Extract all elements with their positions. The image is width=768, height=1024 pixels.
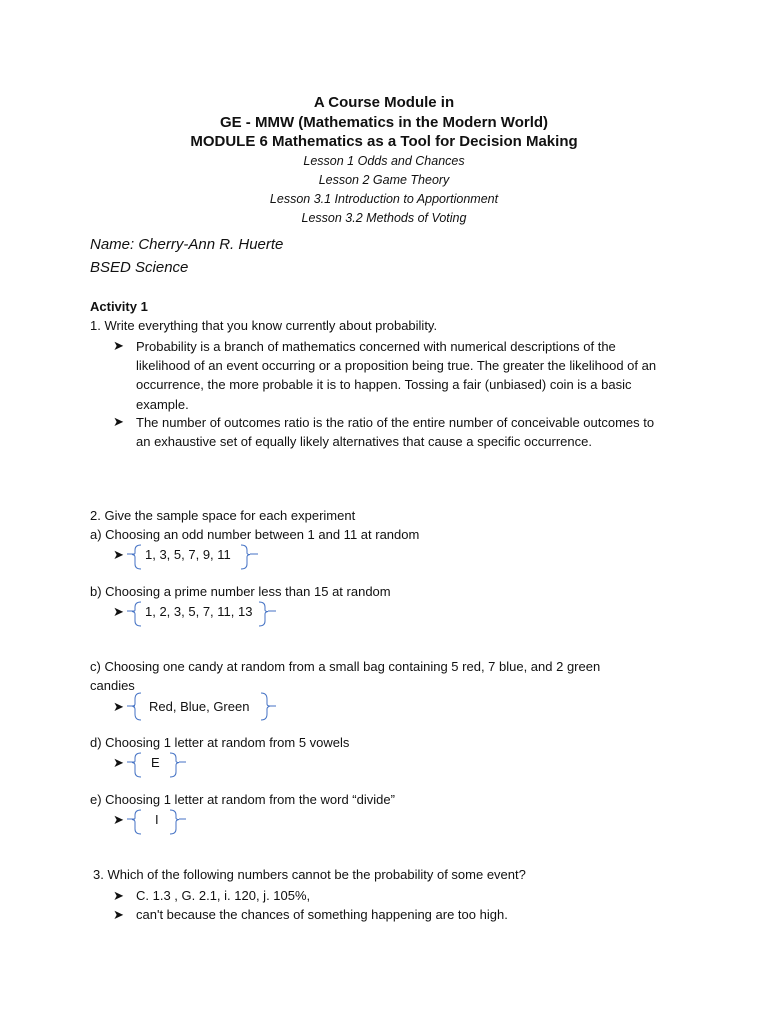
lesson-1: Lesson 1 Odds and Chances [303,153,465,168]
q2-item-c-label-cont: candies [90,678,135,693]
question-1-prompt: 1. Write everything that you know currently about probability. [90,318,438,333]
q1-bullet-2: The number of outcomes ratio is the ratio of the entire number of conceivable outcomes to an exhaustive set of equally likely alternatives that cause a specific occurrence. [136,415,655,450]
arrowhead-bullet-icon: ➤ [113,812,124,827]
q2-item-a-set: 1, 3, 5, 7, 9, 11 [145,547,231,562]
q2-item-e-answer [113,810,193,840]
q3-bullet-2: can't because the chances of something happening are too high. [136,907,508,922]
q2-item-d-answer [113,753,193,783]
q2-item-c-set: Red, Blue, Green [149,699,250,714]
module-title-line-3: MODULE 6 Mathematics as a Tool for Decision Making [190,133,578,150]
lesson-3-2: Lesson 3.2 Methods of Voting [301,210,467,225]
student-program: BSED Science [90,259,189,276]
module-header [0,93,768,228]
student-name: Name: Cherry-Ann R. Huerte [90,236,284,253]
arrowhead-bullet-icon: ➤ [113,414,124,429]
q2-item-c-answer [113,693,283,723]
q3-bullet-1: C. 1.3 , G. 2.1, i. 120, j. 105%, [136,888,311,903]
module-title-line-2: GE - MMW (Mathematics in the Modern World) [219,113,549,131]
lesson-3-1: Lesson 3.1 Introduction to Apportionment [269,191,499,206]
q2-item-e-set: I [155,812,159,827]
q2-item-a-answer [113,545,273,575]
set-braces-icon [113,810,193,840]
arrowhead-bullet-icon: ➤ [113,699,124,714]
question-3-prompt: 3. Which of the following numbers cannot be the probability of some event? [93,867,526,882]
q2-item-b-label: b) Choosing a prime number less than 15 at random [90,584,391,599]
arrowhead-bullet-icon: ➤ [113,547,124,562]
q2-item-b-set: 1, 2, 3, 5, 7, 11, 13 [145,604,253,619]
q2-item-d-set: E [151,755,160,770]
q2-item-e-label: e) Choosing 1 letter at random from the word “divide” [90,792,395,807]
arrowhead-bullet-icon: ➤ [113,907,124,922]
q2-item-a-label: a) Choosing an odd number between 1 and 11 at random [90,527,420,542]
question-2-prompt: 2. Give the sample space for each experiment [90,508,356,523]
arrowhead-bullet-icon: ➤ [113,888,124,903]
arrowhead-bullet-icon: ➤ [113,604,124,619]
q2-item-d-label: d) Choosing 1 letter at random from 5 vowels [90,735,350,750]
q2-item-c-label: c) Choosing one candy at random from a small bag containing 5 red, 7 blue, and 2 green [90,659,601,674]
module-title-line-1: A Course Module in [313,94,455,111]
lesson-2: Lesson 2 Game Theory [318,172,450,187]
arrowhead-bullet-icon: ➤ [113,338,124,353]
q1-bullet-1: Probability is a branch of mathematics concerned with numerical descriptions of the likelihood of an event occurring or a proposition being true. The greater the likelihood of an occurrence, the more probable it is to happen. Tossing a fair (unbiased) coin is a basic example. [136,339,657,412]
activity-heading: Activity 1 [90,299,148,314]
arrowhead-bullet-icon: ➤ [113,755,124,770]
q2-item-b-answer [113,602,283,632]
